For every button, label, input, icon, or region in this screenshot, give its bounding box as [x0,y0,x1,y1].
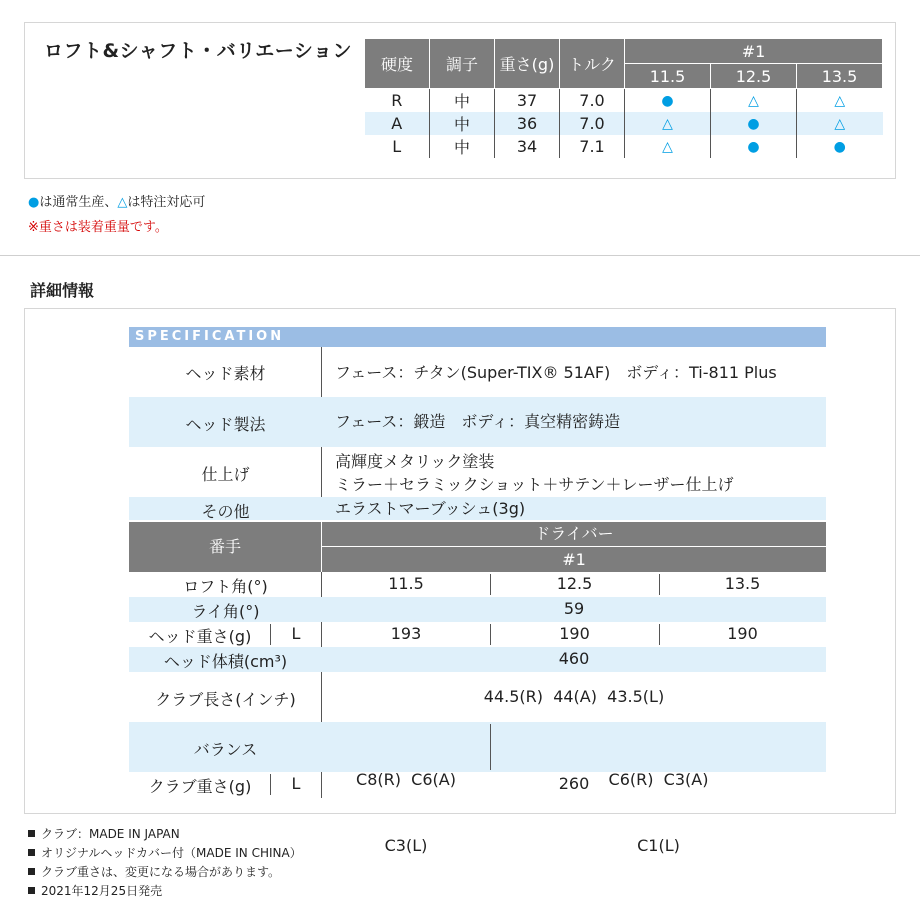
variation-table [364,38,883,158]
legend-text: は特注対応可 [127,195,206,210]
spec-label: クラブ長さ(インチ) [155,690,296,709]
spec-value: フェース：鍛造 ボディ：真空精密鋳造 [335,412,621,431]
flex-label: L [291,624,301,643]
availability-mark: △ [625,112,711,135]
cell-divider [490,624,491,645]
flex-cell: R [391,91,403,110]
spec-label: ヘッド素材 [185,364,266,383]
availability-mark: ● [711,135,797,158]
lie-value: 59 [563,599,585,618]
spec-label: ロフト角(°) [183,577,268,596]
loft-value: 11.5 [388,574,424,593]
square-bullet-icon [28,868,35,875]
square-bullet-icon [28,830,35,837]
header-loft: 12.5 [711,64,797,89]
number-label: 番手 [129,522,321,572]
header-torque: トルク [560,39,625,89]
header-loft: 13.5 [797,64,883,89]
footer-item: 2021年12月25日発売 [28,882,162,899]
flex-cell: L [392,137,402,156]
flex-cell: A [365,112,430,135]
availability-mark: ● [711,112,797,135]
spec-label: ヘッド重さ(g) [148,627,252,646]
balance-line: C3(L) [384,836,428,855]
spec-header: SPECIFICATION [129,327,826,347]
weight-cell: 36 [495,112,560,135]
torque-cell: 7.1 [560,135,625,158]
finish-line: ミラー＋セラミックショット＋サテン＋レーザー仕上げ [335,475,734,494]
header-kick: 調子 [430,39,495,89]
head-weight-value: 190 [559,624,590,643]
legend-text: は通常生産、 [39,195,118,210]
footer-item: クラブ重さは、変更になる場合があります。 [28,863,280,880]
divider [0,255,920,256]
availability-mark: ● [625,89,711,113]
circle-icon: ● [28,195,40,210]
kick-cell: 中 [430,89,495,113]
spec-label: ライ角(°) [191,602,260,621]
triangle-icon: △ [117,195,128,210]
header-weight: 重さ(g) [495,39,560,89]
spec-row-finish [129,447,826,497]
length-value: 44.5(R) 44(A) 43.5(L) [483,687,665,706]
availability-mark: △ [797,112,883,135]
spec-row-other [129,497,826,520]
finish-line: 高輝度メタリック塗装 [335,452,495,471]
spec-value: エラストマーブッシュ(3g) [335,499,526,518]
balance-value [491,725,826,879]
kick-cell: 中 [430,112,495,135]
weight-cell: 37 [495,89,560,113]
variation-title: ロフト&シャフト・バリエーション [44,40,353,62]
weight-note: ※重さは装着重量です。 [28,220,168,235]
spec-label: ヘッド体積(cm³) [163,652,288,671]
kick-cell: 中 [430,135,495,158]
availability-mark: ● [797,135,883,158]
driver-label: ドライバー [322,522,826,547]
table-row [365,135,883,158]
table-row [365,89,883,113]
torque-cell: 7.0 [560,89,625,113]
square-bullet-icon [28,849,35,856]
spec-row-head-material [129,347,826,397]
square-bullet-icon [28,887,35,894]
torque-cell: 7.0 [560,112,625,135]
legend-note [28,191,205,210]
loft-value: 12.5 [556,574,593,593]
footer-item: オリジナルヘッドカバー付（MADE IN CHINA） [28,844,302,861]
volume-value: 460 [558,649,590,668]
footer-item: クラブ：MADE IN JAPAN [28,825,180,842]
table-row [365,112,883,135]
number-value: #1 [322,547,826,572]
cell-divider [659,574,660,595]
spec-label: 仕上げ [201,465,250,484]
loft-value: 13.5 [724,574,761,593]
header-flex: 硬度 [365,39,430,89]
header-number: #1 [625,39,883,64]
spec-value [335,450,734,496]
cell-divider [659,624,660,645]
cell-divider [270,624,271,645]
header-loft: 11.5 [625,64,711,89]
detail-title: 詳細情報 [30,281,95,300]
cell-divider [490,574,491,595]
availability-mark: △ [711,89,797,113]
availability-mark: △ [625,135,711,158]
balance-line: C1(L) [637,836,680,855]
balance-line: C6(R) C3(A) [608,770,709,789]
spec-label: ヘッド製法 [185,415,266,434]
balance-line: C8(R) C6(A) [356,770,456,789]
cell-divider [270,774,271,795]
spec-label: バランス [193,740,258,759]
weight-cell: 34 [495,135,560,158]
availability-mark: △ [797,89,883,113]
club-weight-value: 260 [558,774,590,793]
head-weight-value: 190 [727,624,758,643]
balance-value [322,725,490,879]
spec-label: その他 [201,502,250,521]
head-weight-value: 193 [390,624,422,643]
spec-value: フェース：チタン(Super-TIX® 51AF) ボディ：Ti-811 Plus [335,363,777,382]
spec-label: クラブ重さ(g) [148,777,252,796]
flex-label: L [291,774,301,793]
spec-row-head-method [129,397,826,447]
